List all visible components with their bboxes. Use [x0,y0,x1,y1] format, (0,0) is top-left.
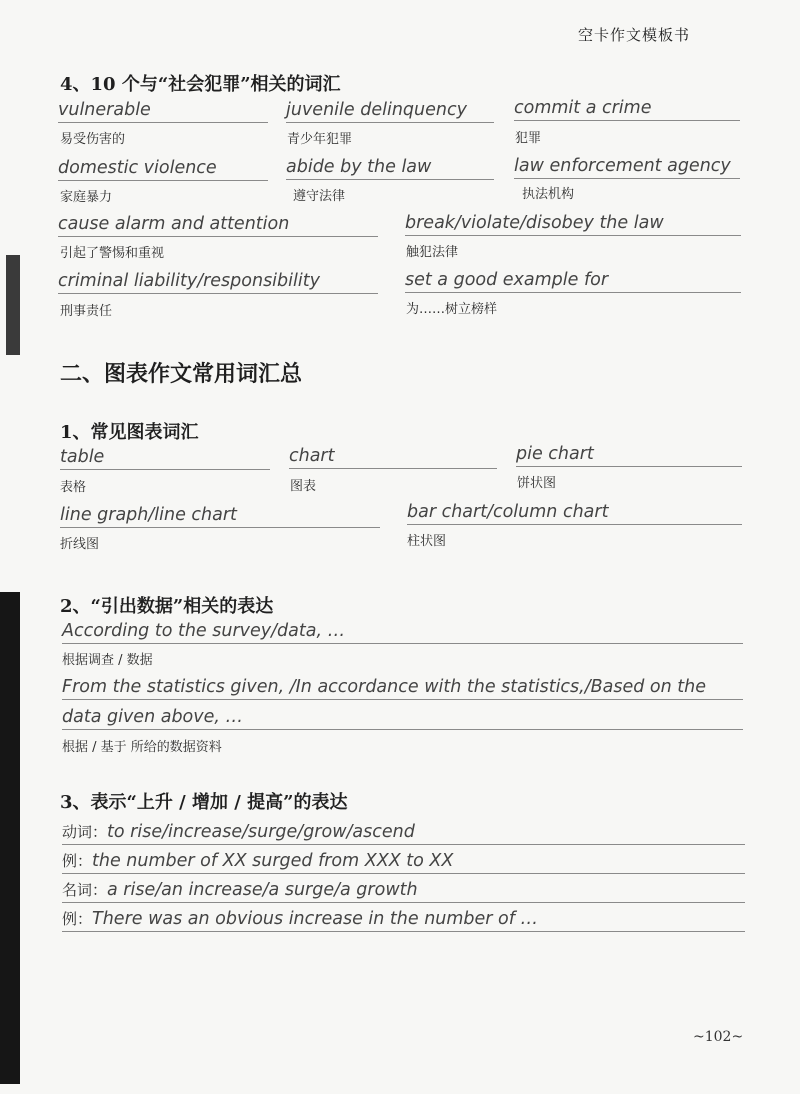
rise-expressions-heading: 3、表示“上升 / 增加 / 提高”的表达 [60,792,348,813]
vocab-term: pie chart [516,444,742,467]
vocab-translation: 青少年犯罪 [287,132,353,147]
line-label: 例： [62,910,93,928]
vocab-translation: 为……树立榜样 [406,302,498,317]
rise-verb-line [62,821,745,845]
vocab-term: commit a crime [514,98,740,121]
rise-example-line [62,908,745,932]
vocab-term: domestic violence [58,158,268,181]
vocab-translation: 饼状图 [517,476,557,491]
vocab-term: cause alarm and attention [58,214,378,237]
vocab-translation: 执法机构 [522,187,575,202]
expression-translation: 根据 / 基于 所给的数据资料 [62,740,222,755]
vocab-term: abide by the law [286,157,494,180]
rise-noun-line [62,879,745,903]
line-text: to rise/increase/surge/grow/ascend [107,822,415,842]
vocab-translation: 柱状图 [407,534,447,549]
book-title: 空卡作文模板书 [578,26,691,44]
line-text: the number of XX surged from XXX to XX [92,851,454,871]
rise-example-line [62,850,745,874]
expression-translation: 根据调查 / 数据 [62,653,153,668]
line-label: 名词： [62,881,108,899]
vocab-translation: 引起了警惕和重视 [60,246,165,261]
vocab-term: bar chart/column chart [407,502,742,525]
intro-data-heading: 2、“引出数据”相关的表达 [60,596,274,617]
vocab-translation: 刑事责任 [60,304,113,319]
vocab-term: vulnerable [58,100,268,123]
line-text: a rise/an increase/a surge/a growth [107,880,418,900]
vocab-translation: 犯罪 [515,131,542,146]
line-label: 例： [62,852,93,870]
expression-line: From the statistics given, /In accordance with the statistics,/Based on the [62,677,743,700]
scan-edge-bottom [0,592,20,1084]
vocab-translation: 触犯法律 [406,245,459,260]
line-label: 动词： [62,823,108,841]
vocab-term: line graph/line chart [60,505,380,528]
line-text: There was an obvious increase in the number of … [92,909,538,929]
vocab-translation: 折线图 [60,537,100,552]
vocab-term: break/violate/disobey the law [405,213,741,236]
expression-line: data given above, … [62,707,743,730]
vocab-translation: 家庭暴力 [60,190,113,205]
page-number: ~102~ [693,1029,744,1045]
vocab-term: table [60,447,270,470]
chart-section-heading: 二、图表作文常用词汇总 [60,361,303,387]
scan-edge-top [6,255,20,355]
vocab-translation: 表格 [60,480,87,495]
expression-line: According to the survey/data, … [62,621,743,644]
vocab-translation: 易受伤害的 [60,132,126,147]
vocab-translation: 图表 [290,479,317,494]
chart-terms-heading: 1、常见图表词汇 [60,422,199,443]
vocab-translation: 遵守法律 [293,189,346,204]
crime-vocab-heading: 4、10 个与“社会犯罪”相关的词汇 [60,74,341,95]
vocab-term: criminal liability/responsibility [58,271,378,294]
vocab-term: chart [289,446,497,469]
vocab-term: juvenile delinquency [286,100,494,123]
vocab-term: set a good example for [405,270,741,293]
vocab-term: law enforcement agency [514,156,740,179]
